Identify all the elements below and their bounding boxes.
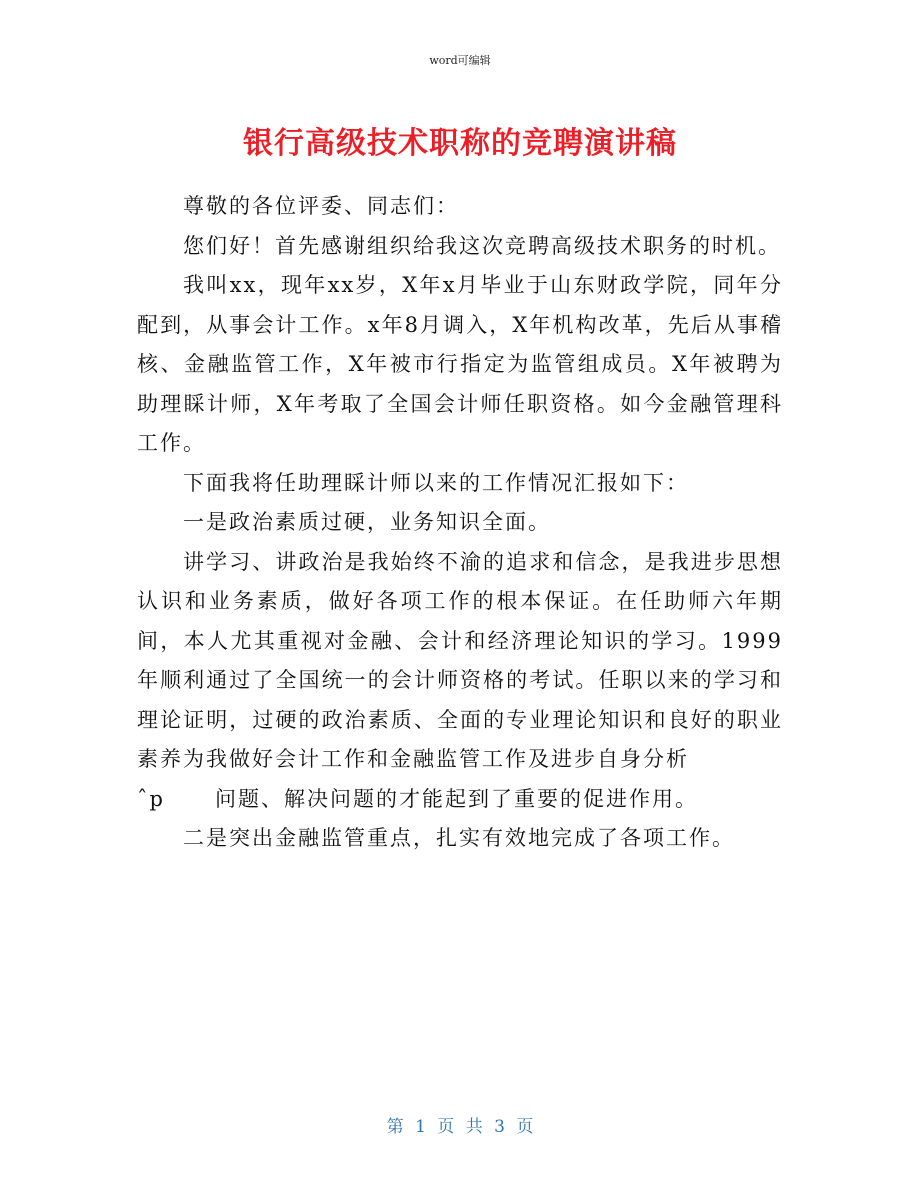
paragraph-introduction: 我叫xx，现年xx岁，X年x月毕业于山东财政学院，同年分配到，从事会计工作。x年8月调入，X年机构改革，先后从事稽核、金融监管工作，X年被市行指定为监管组成员。X年被聘为助理睬计师，X年考取了全国会计师任职资格。如今金融管理科工作。 [137, 273, 783, 455]
paragraph-report-intro: 下面我将任助理睬计师以来的工作情况汇报如下： [183, 470, 689, 495]
paragraph-study-main: 讲学习、讲政治是我始终不渝的追求和信念，是我进步思想认识和业务素质，做好各项工作的根本保证。在任助师六年期间，本人尤其重视对金融、会计和经济理论知识的学习。1999年顺利通过了全国统一的会计师资格的考试。任职以来的学习和理论证明，过硬的政治素质、全面的专业理论知识和良好的职业素养为我做好会计工作和金融监管工作及进步自身分析 [137, 549, 783, 771]
paragraph-greeting: 尊敬的各位评委、同志们： [183, 194, 459, 218]
paragraph-study [137, 543, 783, 820]
paragraph-study-tail: 问题、解决问题的才能起到了重要的促进作用。 [214, 786, 698, 811]
document-body [137, 187, 783, 859]
paragraph-point-one: 一是政治素质过硬，业务知识全面。 [183, 510, 551, 534]
paragraph-study-tail-prefix: ˆp [137, 786, 165, 811]
paragraph-thanks: 您们好！首先感谢组织给我这次竞聘高级技术职务的时机。 [183, 233, 781, 258]
page-number-footer: 第 1 页 共 3 页 [386, 1117, 534, 1137]
header-note: word可编辑 [429, 54, 491, 67]
document-title: 银行高级技术职称的竞聘演讲稿 [243, 126, 677, 161]
paragraph-point-two: 二是突出金融监管重点，扎实有效地完成了各项工作。 [183, 826, 735, 850]
